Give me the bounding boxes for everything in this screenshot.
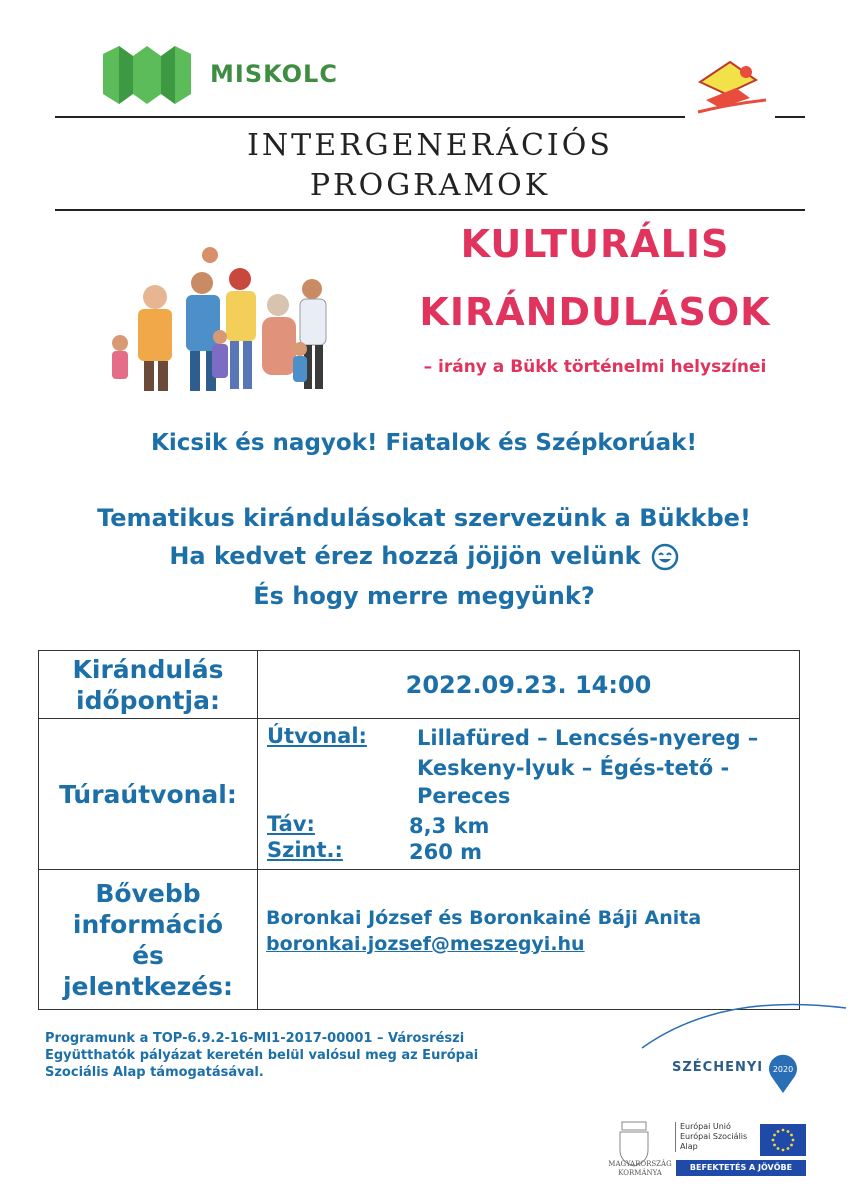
distance-value: 8,3 km: [409, 814, 490, 838]
contact-names: Boronkai József és Boronkainé Báji Anita: [266, 906, 702, 929]
szechenyi-arc: [640, 990, 848, 1050]
route-label: Túraútvonal:: [39, 719, 258, 870]
route-details: [259, 720, 798, 868]
kite-icon: [690, 60, 770, 118]
eu-line1: Európai Unió: [680, 1122, 731, 1131]
route-value-1: Lillafüred – Lencsés-nyereg –: [417, 726, 759, 750]
szechenyi-label: SZÉCHENYI: [672, 1060, 764, 1075]
headline-subtitle: – irány a Bükk történelmi helyszínei: [423, 357, 767, 377]
info-label-3: és: [132, 940, 164, 970]
eu-flag-icon: [760, 1124, 806, 1156]
city-name: MISKOLC: [210, 60, 338, 88]
route-cell: [258, 719, 800, 870]
gov-label: MAGYARORSZÁG KORMÁNYA: [608, 1160, 672, 1177]
date-label-2: időpontja:: [76, 685, 220, 715]
szechenyi-year: 2020: [772, 1065, 794, 1074]
intro-line2: Tematikus kirándulásokat szervezünk a Bükkbe!: [97, 504, 751, 532]
intro-line4: És hogy merre megyünk?: [253, 582, 595, 610]
date-label-cell: [39, 651, 258, 719]
smiley-icon: [651, 543, 679, 571]
program-title-line2: PROGRAMOK: [309, 168, 551, 203]
date-label-1: Kirándulás: [72, 654, 224, 684]
header-rule-top: [55, 116, 685, 118]
headline-line2: KIRÁNDULÁSOK: [419, 290, 771, 334]
info-label-cell: [39, 870, 258, 1010]
eu-line3: Alap: [680, 1142, 698, 1151]
contact-cell: [258, 870, 800, 1010]
level-key: Szint.:: [267, 838, 343, 862]
contact-email-link[interactable]: boronkai.jozsef@meszegyi.hu: [266, 932, 585, 955]
eu-line2: Európai Szociális: [680, 1132, 748, 1141]
szechenyi-pin-icon: [766, 1052, 800, 1094]
route-key: Útvonal:: [267, 724, 367, 748]
info-label-2: információ: [72, 909, 224, 939]
level-value: 260 m: [409, 840, 483, 864]
table-row-date: [39, 651, 800, 719]
route-value-2: Keskeny-lyuk – Égés-tető -: [417, 756, 730, 780]
miskolc-logo-icon: [103, 46, 191, 104]
header-rule-top-right: [775, 116, 805, 118]
intro-line3: Ha kedvet érez hozzá jöjjön velünk: [169, 542, 641, 570]
funding-note: Programunk a TOP-6.9.2-16-MI1-2017-00001 – Városrészi Együtthatók pályázat keretén belül valósul meg az Európai Szociális Alap támogatásával.: [45, 1031, 479, 1080]
date-value: 2022.09.23. 14:00: [258, 651, 800, 719]
info-table: [38, 650, 800, 1010]
header-rule-bottom: [55, 209, 805, 211]
program-title-line1: INTERGENERÁCIÓS: [247, 128, 613, 163]
crest-icon: [598, 1118, 670, 1190]
intro-line1: Kicsik és nagyok! Fiatalok és Szépkorúak!: [151, 430, 697, 456]
headline-line1: KULTURÁLIS: [460, 222, 730, 266]
table-row-contact: [39, 870, 800, 1010]
route-value-3: Pereces: [417, 784, 511, 808]
info-label-4: jelentkezés:: [62, 971, 234, 1001]
table-row-route: [39, 719, 800, 870]
invest-banner: BEFEKTETÉS A JÖVŐBE: [676, 1160, 806, 1176]
info-label-1: Bővebb: [95, 878, 201, 908]
distance-key: Táv:: [267, 812, 315, 836]
eu-text: [675, 1122, 760, 1152]
family-illustration: [100, 245, 350, 395]
intro-line3-wrap: [0, 542, 848, 571]
